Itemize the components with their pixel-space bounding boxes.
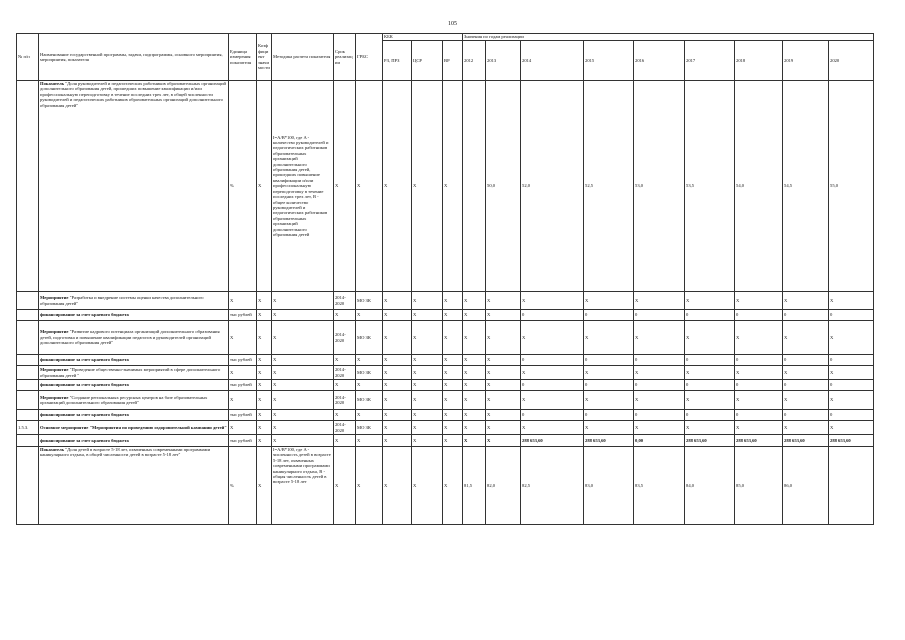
row-value: X bbox=[634, 391, 685, 410]
row-rz: X bbox=[383, 380, 412, 391]
row-value: X bbox=[486, 421, 521, 435]
row-method: X bbox=[272, 435, 334, 447]
indicator-value: 83,0 bbox=[584, 447, 634, 525]
row-value: X bbox=[463, 391, 486, 410]
row-value: X bbox=[634, 421, 685, 435]
header-unit: Единица измерения показателя bbox=[229, 34, 257, 81]
row-rz: X bbox=[383, 435, 412, 447]
indicator-value: 54,5 bbox=[783, 81, 829, 292]
row-value: X bbox=[783, 321, 829, 355]
row-coef: X bbox=[257, 391, 272, 410]
row-method: X bbox=[272, 292, 334, 310]
row-csr: X bbox=[412, 421, 443, 435]
row-value: 0,00 bbox=[634, 435, 685, 447]
row-csr: X bbox=[412, 410, 443, 421]
indicator-value: 84,0 bbox=[685, 447, 735, 525]
indicator-value bbox=[463, 81, 486, 292]
row-vr: X bbox=[443, 366, 463, 380]
row-term: 2014-2020 bbox=[334, 292, 356, 310]
indicator-vr: X bbox=[443, 81, 463, 292]
row-value: X bbox=[463, 355, 486, 366]
row-num bbox=[17, 410, 39, 421]
indicator-value: 82,5 bbox=[521, 447, 584, 525]
row-vr: X bbox=[443, 310, 463, 321]
row-value: X bbox=[634, 321, 685, 355]
row-value: 0 bbox=[735, 310, 783, 321]
row-coef: X bbox=[257, 366, 272, 380]
indicator-value bbox=[829, 447, 874, 525]
header-kbk-csr: ЦСР bbox=[412, 41, 443, 81]
row-grbs: МО ЗК bbox=[356, 366, 383, 380]
indicator-value: 50,0 bbox=[486, 81, 521, 292]
header-year: 2016 bbox=[634, 41, 685, 81]
row-grbs: МО ЗК bbox=[356, 321, 383, 355]
row-grbs: X bbox=[356, 410, 383, 421]
row-term: 2014-2020 bbox=[334, 321, 356, 355]
row-value: X bbox=[783, 366, 829, 380]
row-unit: тыс рублей bbox=[229, 380, 257, 391]
indicator-csr: X bbox=[412, 447, 443, 525]
row-value: X bbox=[685, 391, 735, 410]
row-num bbox=[17, 292, 39, 310]
row-value: 0 bbox=[783, 355, 829, 366]
header-year: 2012 bbox=[463, 41, 486, 81]
row-coef: X bbox=[257, 310, 272, 321]
header-grbs: ГРБС bbox=[356, 34, 383, 81]
row-num bbox=[17, 355, 39, 366]
row-term: X bbox=[334, 355, 356, 366]
row-value: 0 bbox=[634, 310, 685, 321]
header-kbk-vr: ВР bbox=[443, 41, 463, 81]
row-term: 2014-2020 bbox=[334, 421, 356, 435]
row-value: X bbox=[486, 380, 521, 391]
row-value: X bbox=[486, 310, 521, 321]
row-value: 288 653,60 bbox=[783, 435, 829, 447]
row-value: X bbox=[685, 321, 735, 355]
indicator-coef: X bbox=[257, 447, 272, 525]
row-value: 288 653,60 bbox=[685, 435, 735, 447]
row-value: X bbox=[685, 366, 735, 380]
header-kbk: КБК bbox=[383, 34, 463, 41]
indicator-value: 52,0 bbox=[521, 81, 584, 292]
header-term: Срок реализации bbox=[334, 34, 356, 81]
row-value: 288 653,60 bbox=[829, 435, 874, 447]
row-value: X bbox=[463, 292, 486, 310]
row-grbs: X bbox=[356, 380, 383, 391]
row-value: X bbox=[735, 391, 783, 410]
row-value: 0 bbox=[735, 410, 783, 421]
row-csr: X bbox=[412, 321, 443, 355]
table-row bbox=[17, 391, 874, 410]
row-term: X bbox=[334, 410, 356, 421]
row-csr: X bbox=[412, 355, 443, 366]
row-value: 0 bbox=[584, 410, 634, 421]
row-value: X bbox=[735, 321, 783, 355]
table-row bbox=[17, 410, 874, 421]
row-csr: X bbox=[412, 380, 443, 391]
row-unit: тыс рублей bbox=[229, 355, 257, 366]
row-value: 0 bbox=[735, 355, 783, 366]
row-value: 0 bbox=[634, 355, 685, 366]
row-value: 0 bbox=[634, 380, 685, 391]
row-method: X bbox=[272, 421, 334, 435]
row-value: X bbox=[584, 292, 634, 310]
indicator-value: 55,0 bbox=[829, 81, 874, 292]
row-value: X bbox=[463, 421, 486, 435]
indicator-csr: X bbox=[412, 81, 443, 292]
row-value: X bbox=[783, 292, 829, 310]
row-value: X bbox=[486, 321, 521, 355]
row-value: 288 653,60 bbox=[735, 435, 783, 447]
row-rz: X bbox=[383, 310, 412, 321]
row-value: 0 bbox=[521, 380, 584, 391]
row-value: X bbox=[685, 421, 735, 435]
row-num bbox=[17, 321, 39, 355]
row-coef: X bbox=[257, 435, 272, 447]
indicator-term: X bbox=[334, 81, 356, 292]
row-value: 0 bbox=[735, 380, 783, 391]
row-coef: X bbox=[257, 292, 272, 310]
row-num: 1.5.3. bbox=[17, 421, 39, 435]
row-vr: X bbox=[443, 380, 463, 391]
row-rz: X bbox=[383, 391, 412, 410]
row-unit: X bbox=[229, 421, 257, 435]
row-rz: X bbox=[383, 410, 412, 421]
row-term: X bbox=[334, 310, 356, 321]
row-name: финансирование за счет краевого бюджета bbox=[39, 435, 229, 447]
row-value: X bbox=[584, 391, 634, 410]
row-value: 0 bbox=[829, 310, 874, 321]
row-value: X bbox=[486, 292, 521, 310]
indicator-rz: X bbox=[383, 447, 412, 525]
row-name: финансирование за счет краевого бюджета bbox=[39, 355, 229, 366]
row-name: финансирование за счет краевого бюджета bbox=[39, 410, 229, 421]
row-name: Мероприятие "Развитие кадрового потенциала организаций дополнительного образования детей, подготовка и повышение квалификации педагогов и руководителей организаций дополнительного образования детей" bbox=[39, 321, 229, 355]
row-num bbox=[17, 435, 39, 447]
row-unit: тыс рублей bbox=[229, 310, 257, 321]
row-value: X bbox=[521, 391, 584, 410]
row-value: X bbox=[634, 366, 685, 380]
row-csr: X bbox=[412, 366, 443, 380]
indicator-unit: % bbox=[229, 447, 257, 525]
row-value: 0 bbox=[521, 310, 584, 321]
row-value: X bbox=[829, 366, 874, 380]
row-value: 0 bbox=[584, 380, 634, 391]
indicator-row bbox=[17, 81, 874, 292]
row-value: 0 bbox=[829, 410, 874, 421]
row-method: X bbox=[272, 321, 334, 355]
row-value: 0 bbox=[584, 310, 634, 321]
row-value: X bbox=[829, 321, 874, 355]
row-term: X bbox=[334, 435, 356, 447]
table-row bbox=[17, 321, 874, 355]
row-vr: X bbox=[443, 435, 463, 447]
row-value: X bbox=[584, 366, 634, 380]
row-grbs: X bbox=[356, 355, 383, 366]
row-value: 288 653,60 bbox=[521, 435, 584, 447]
row-rz: X bbox=[383, 366, 412, 380]
header-year: 2019 bbox=[783, 41, 829, 81]
row-term: 2014-2020 bbox=[334, 391, 356, 410]
row-value: X bbox=[521, 321, 584, 355]
row-vr: X bbox=[443, 292, 463, 310]
row-value: 0 bbox=[829, 380, 874, 391]
row-rz: X bbox=[383, 421, 412, 435]
indicator-value: 52,5 bbox=[584, 81, 634, 292]
row-value: X bbox=[634, 292, 685, 310]
row-value: X bbox=[829, 292, 874, 310]
row-rz: X bbox=[383, 355, 412, 366]
row-method: X bbox=[272, 366, 334, 380]
row-coef: X bbox=[257, 380, 272, 391]
row-value: X bbox=[463, 380, 486, 391]
indicator-name: Показатель "Доля детей в возрасте 5-18 лет, охваченных современными программами каникулярного отдыха, в общей численности детей в возрасте 5-18 лет" bbox=[39, 447, 229, 525]
row-value: 0 bbox=[685, 310, 735, 321]
row-value: 0 bbox=[829, 355, 874, 366]
indicator-rz: X bbox=[383, 81, 412, 292]
row-csr: X bbox=[412, 391, 443, 410]
indicator-unit: % bbox=[229, 81, 257, 292]
row-value: X bbox=[735, 421, 783, 435]
row-value: 0 bbox=[634, 410, 685, 421]
row-grbs: МО ЗК bbox=[356, 421, 383, 435]
row-num bbox=[17, 391, 39, 410]
row-unit: X bbox=[229, 391, 257, 410]
row-value: 0 bbox=[521, 355, 584, 366]
table-row bbox=[17, 292, 874, 310]
row-num bbox=[17, 380, 39, 391]
header-coef: Коэффициент значимости bbox=[257, 34, 272, 81]
indicator-value: 85,0 bbox=[735, 447, 783, 525]
indicator-grbs: X bbox=[356, 81, 383, 292]
row-method: X bbox=[272, 380, 334, 391]
indicator-value: 54,0 bbox=[735, 81, 783, 292]
row-value: X bbox=[463, 310, 486, 321]
row-csr: X bbox=[412, 292, 443, 310]
table-row bbox=[17, 366, 874, 380]
indicator-value: 53,5 bbox=[685, 81, 735, 292]
row-grbs: МО ЗК bbox=[356, 292, 383, 310]
table-row bbox=[17, 310, 874, 321]
header-kbk-rz: РЗ, ПРЗ bbox=[383, 41, 412, 81]
row-name: финансирование за счет краевого бюджета bbox=[39, 310, 229, 321]
row-value: X bbox=[486, 391, 521, 410]
row-value: X bbox=[521, 292, 584, 310]
indicator-vr: X bbox=[443, 447, 463, 525]
row-vr: X bbox=[443, 321, 463, 355]
header-name: Наименование государственной программы, задачи, подпрограммы, основного мероприятия, мероприятия, показателя bbox=[39, 34, 229, 81]
row-method: X bbox=[272, 355, 334, 366]
header-year: 2017 bbox=[685, 41, 735, 81]
row-grbs: МО ЗК bbox=[356, 391, 383, 410]
indicator-method: I=A/B*100, где A - численность детей в возрасте 5-18 лет, охваченных современными программами каникулярного отдыха, B - общая численность детей в возрасте 5-18 лет bbox=[272, 447, 334, 525]
indicator-value: 86,0 bbox=[783, 447, 829, 525]
row-value: X bbox=[783, 391, 829, 410]
row-value: X bbox=[463, 410, 486, 421]
row-value: X bbox=[584, 321, 634, 355]
row-value: 0 bbox=[783, 380, 829, 391]
header-year: 2020 bbox=[829, 41, 874, 81]
row-method: X bbox=[272, 391, 334, 410]
indicator-value: 53,0 bbox=[634, 81, 685, 292]
header-year: 2014 bbox=[521, 41, 584, 81]
page-number: 105 bbox=[448, 21, 457, 27]
row-value: 0 bbox=[584, 355, 634, 366]
row-coef: X bbox=[257, 410, 272, 421]
row-value: 0 bbox=[685, 380, 735, 391]
indicator-value: 81,5 bbox=[463, 447, 486, 525]
row-value: X bbox=[486, 410, 521, 421]
header-year: 2013 bbox=[486, 41, 521, 81]
table-row bbox=[17, 380, 874, 391]
row-unit: тыс рублей bbox=[229, 410, 257, 421]
indicator-value: 83,5 bbox=[634, 447, 685, 525]
row-rz: X bbox=[383, 292, 412, 310]
row-vr: X bbox=[443, 391, 463, 410]
indicator-coef: X bbox=[257, 81, 272, 292]
row-unit: X bbox=[229, 292, 257, 310]
table-row bbox=[17, 435, 874, 447]
indicator-num bbox=[17, 447, 39, 525]
row-csr: X bbox=[412, 435, 443, 447]
row-name: Мероприятие "Разработка и внедрение системы оценки качества дополнительного образования детей" bbox=[39, 292, 229, 310]
row-value: X bbox=[486, 355, 521, 366]
row-value: X bbox=[829, 421, 874, 435]
indicator-grbs: X bbox=[356, 447, 383, 525]
row-name: Мероприятие "Создание региональных ресурсных центров на базе образовательных организаций дополнительного образования детей" bbox=[39, 391, 229, 410]
row-value: X bbox=[521, 421, 584, 435]
row-grbs: X bbox=[356, 310, 383, 321]
row-csr: X bbox=[412, 310, 443, 321]
row-coef: X bbox=[257, 421, 272, 435]
row-value: X bbox=[486, 435, 521, 447]
row-method: X bbox=[272, 310, 334, 321]
row-value: X bbox=[685, 292, 735, 310]
row-value: X bbox=[486, 366, 521, 380]
row-rz: X bbox=[383, 321, 412, 355]
header-year: 2018 bbox=[735, 41, 783, 81]
row-value: X bbox=[829, 391, 874, 410]
row-value: X bbox=[463, 435, 486, 447]
header-values-by-year: Значения по годам реализации bbox=[463, 34, 874, 41]
row-value: 0 bbox=[783, 410, 829, 421]
indicator-name: Показатель "Доля руководителей и педагогических работников образовательных организаций дополнительного образования детей, прошедших повышение квалификации и/или профессиональную переподготовку в течение последних трех лет, в общей численности руководителей и педагогических работников образовательных организаций дополнительного образования детей" bbox=[39, 81, 229, 292]
row-unit: X bbox=[229, 321, 257, 355]
row-value: X bbox=[735, 366, 783, 380]
header-year: 2015 bbox=[584, 41, 634, 81]
indicator-row bbox=[17, 447, 874, 525]
row-num bbox=[17, 366, 39, 380]
row-value: 0 bbox=[685, 410, 735, 421]
row-vr: X bbox=[443, 410, 463, 421]
row-value: 0 bbox=[521, 410, 584, 421]
row-name: Мероприятие "Проведение общественно-значимых мероприятий в сфере дополнительного образования детей " bbox=[39, 366, 229, 380]
table-row bbox=[17, 355, 874, 366]
row-value: 0 bbox=[685, 355, 735, 366]
row-value: X bbox=[521, 366, 584, 380]
row-value: 288 653,60 bbox=[584, 435, 634, 447]
table-row bbox=[17, 421, 874, 435]
row-value: X bbox=[584, 421, 634, 435]
row-value: X bbox=[463, 366, 486, 380]
row-value: 0 bbox=[783, 310, 829, 321]
row-name: финансирование за счет краевого бюджета bbox=[39, 380, 229, 391]
header-method: Методика расчета показателя bbox=[272, 34, 334, 81]
indicator-term: X bbox=[334, 447, 356, 525]
row-name: Основное мероприятие "Мероприятия по проведению оздоровительной кампании детей" bbox=[39, 421, 229, 435]
indicator-value: 82,0 bbox=[486, 447, 521, 525]
program-table bbox=[16, 33, 874, 525]
row-vr: X bbox=[443, 355, 463, 366]
row-unit: тыс рублей bbox=[229, 435, 257, 447]
row-term: 2014-2020 bbox=[334, 366, 356, 380]
row-term: X bbox=[334, 380, 356, 391]
header-num: № п/п bbox=[17, 34, 39, 81]
row-unit: X bbox=[229, 366, 257, 380]
row-vr: X bbox=[443, 421, 463, 435]
row-method: X bbox=[272, 410, 334, 421]
indicator-method: I=A/B*100, где A - количество руководителей и педагогических работников образовательных организаций дополнительного образования детей, прошедших повышение квалификации и/или профессиональную переподготовку в течение последних трех лет, B - общее количество руководителей и педагогических работников образовательных организаций дополнительного образования детей bbox=[272, 81, 334, 292]
row-value: X bbox=[463, 321, 486, 355]
row-coef: X bbox=[257, 355, 272, 366]
row-num bbox=[17, 310, 39, 321]
row-value: X bbox=[735, 292, 783, 310]
row-grbs: X bbox=[356, 435, 383, 447]
row-value: X bbox=[783, 421, 829, 435]
row-coef: X bbox=[257, 321, 272, 355]
